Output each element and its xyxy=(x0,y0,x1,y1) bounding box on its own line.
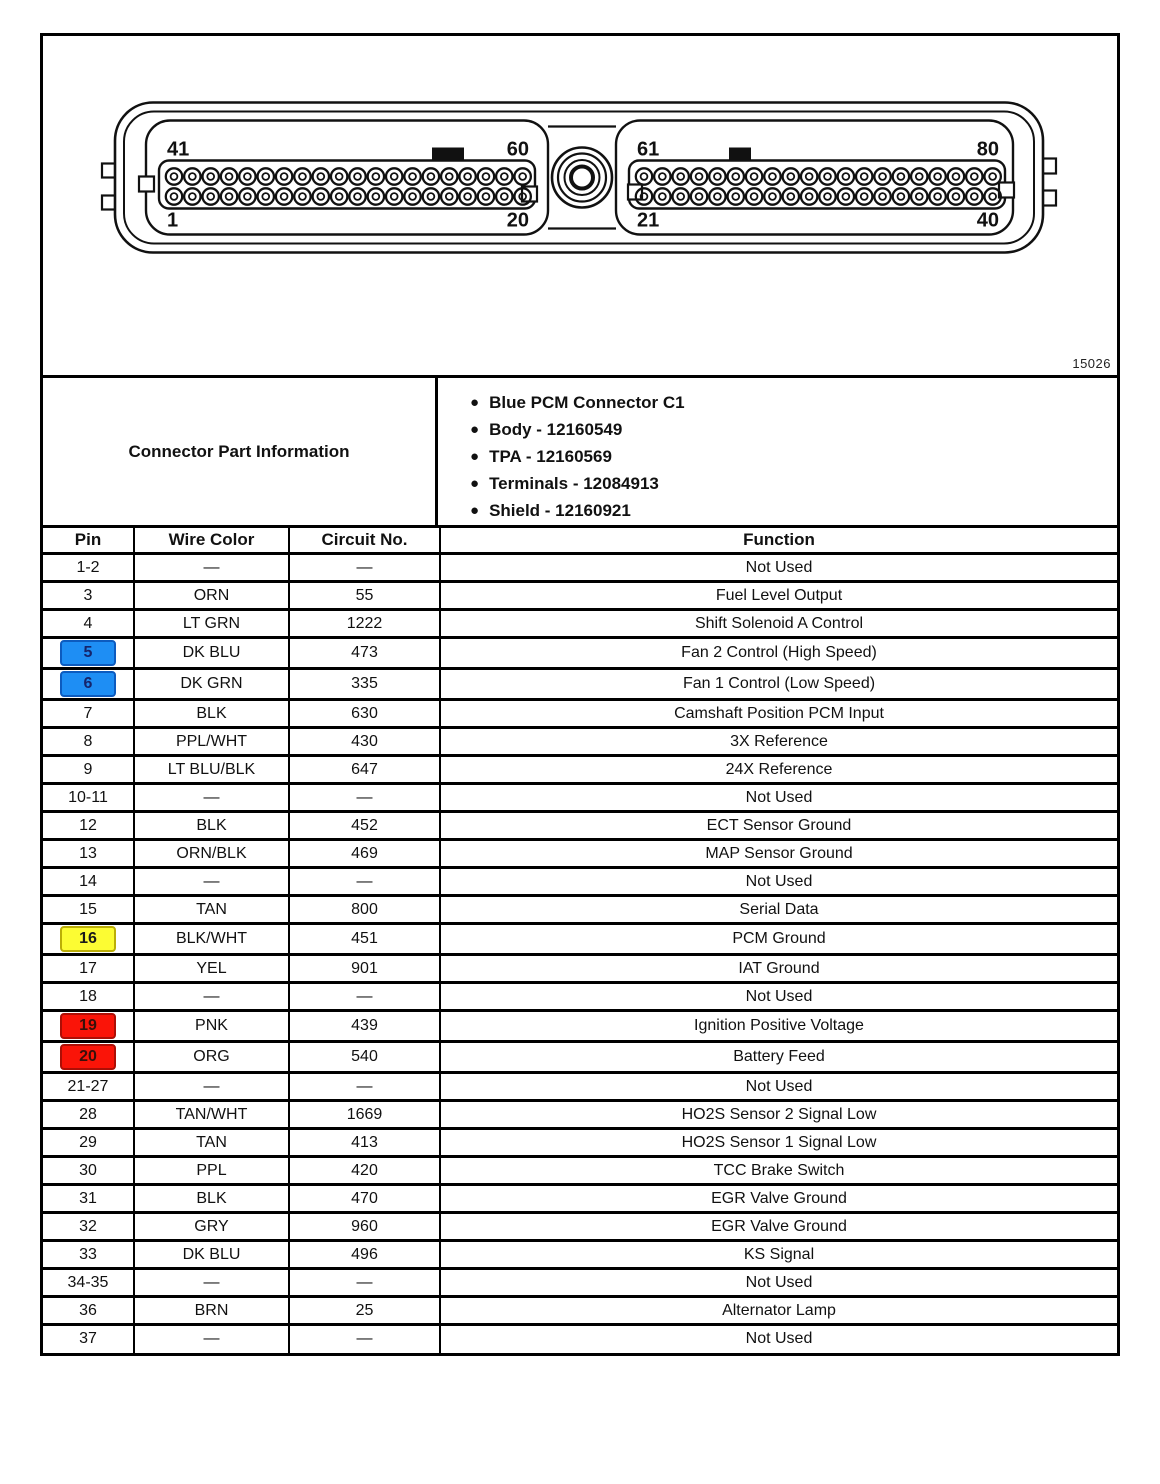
circuit-no-cell: — xyxy=(289,868,440,896)
function-cell: Not Used xyxy=(440,784,1117,812)
pin-cell xyxy=(43,756,134,784)
pin-cell xyxy=(43,983,134,1011)
pin-label-80: 80 xyxy=(976,138,999,161)
circuit-no-cell: — xyxy=(289,1325,440,1353)
table-row xyxy=(43,1213,1117,1241)
part-info-item xyxy=(470,389,1117,416)
part-info-text: Blue PCM Connector C1 xyxy=(489,392,685,412)
table-row xyxy=(43,868,1117,896)
table-row xyxy=(43,1185,1117,1213)
pin-number: 33 xyxy=(79,1245,97,1263)
circuit-no-cell: 496 xyxy=(289,1241,440,1269)
table-row xyxy=(43,756,1117,784)
pin-cell xyxy=(43,868,134,896)
pin-cell xyxy=(43,638,134,669)
pin-number: 7 xyxy=(83,704,93,722)
pin-number: 31 xyxy=(79,1189,97,1207)
pinout-table xyxy=(43,525,1117,1353)
wire-color-cell: BLK xyxy=(134,700,289,728)
table-row xyxy=(43,896,1117,924)
header-pin: Pin xyxy=(43,527,134,554)
pin-number: 36 xyxy=(79,1301,97,1319)
wire-color-cell: BLK xyxy=(134,812,289,840)
wire-color-cell: PPL/WHT xyxy=(134,728,289,756)
function-cell: PCM Ground xyxy=(440,924,1117,955)
pin-number: 21-27 xyxy=(67,1077,109,1095)
function-cell: Fan 2 Control (High Speed) xyxy=(440,638,1117,669)
pin-cell xyxy=(43,1325,134,1353)
function-cell: HO2S Sensor 1 Signal Low xyxy=(440,1129,1117,1157)
pin-number: 3 xyxy=(83,586,93,604)
pin-cell xyxy=(43,924,134,955)
pin-cell xyxy=(43,1042,134,1073)
bolt-hole xyxy=(552,148,612,208)
pin-label-1: 1 xyxy=(167,209,179,232)
circuit-no-cell: 413 xyxy=(289,1129,440,1157)
wire-color-cell: — xyxy=(134,1269,289,1297)
circuit-no-cell: 470 xyxy=(289,1185,440,1213)
wire-color-cell: ORN xyxy=(134,582,289,610)
pin-number: 8 xyxy=(83,732,93,750)
pin-number: 18 xyxy=(79,987,97,1005)
pin-cell xyxy=(43,610,134,638)
part-info-list xyxy=(438,378,1117,525)
pin-cell xyxy=(43,1101,134,1129)
pin-number: 6 xyxy=(60,671,116,697)
pin-number: 20 xyxy=(60,1044,116,1070)
wire-color-cell: LT BLU/BLK xyxy=(134,756,289,784)
pin-label-41: 41 xyxy=(167,138,190,161)
pin-label-60: 60 xyxy=(506,138,529,161)
pin-cell xyxy=(43,1213,134,1241)
figure-number: 15026 xyxy=(1072,356,1111,371)
header-wire-color: Wire Color xyxy=(134,527,289,554)
right-key-tab xyxy=(729,148,751,161)
wire-color-cell: — xyxy=(134,784,289,812)
function-cell: 3X Reference xyxy=(440,728,1117,756)
left-key-tab xyxy=(432,148,464,161)
table-row xyxy=(43,1042,1117,1073)
pin-number: 32 xyxy=(79,1217,97,1235)
function-cell: TCC Brake Switch xyxy=(440,1157,1117,1185)
circuit-no-cell: 901 xyxy=(289,955,440,983)
function-cell: Serial Data xyxy=(440,896,1117,924)
pin-cell xyxy=(43,1185,134,1213)
function-cell: Camshaft Position PCM Input xyxy=(440,700,1117,728)
pin-number: 17 xyxy=(79,959,97,977)
connector-figure xyxy=(43,36,1117,375)
pin-number: 28 xyxy=(79,1105,97,1123)
wire-color-cell: YEL xyxy=(134,955,289,983)
table-row xyxy=(43,1101,1117,1129)
pin-label-21: 21 xyxy=(637,209,660,232)
circuit-no-cell: 25 xyxy=(289,1297,440,1325)
bullet-icon: ● xyxy=(470,475,480,492)
circuit-no-cell: — xyxy=(289,554,440,582)
function-cell: IAT Ground xyxy=(440,955,1117,983)
pin-number: 30 xyxy=(79,1161,97,1179)
pcm-connector-diagram xyxy=(43,36,1117,375)
function-cell: Fan 1 Control (Low Speed) xyxy=(440,669,1117,700)
pin-number: 14 xyxy=(79,872,97,890)
part-info-item xyxy=(470,470,1117,497)
table-row xyxy=(43,582,1117,610)
pin-label-40: 40 xyxy=(976,209,999,232)
pin-cell xyxy=(43,728,134,756)
part-info-text: Shield - 12160921 xyxy=(489,500,631,520)
wire-color-cell: DK BLU xyxy=(134,638,289,669)
part-info-label: Connector Part Information xyxy=(43,378,438,525)
wire-color-cell: PPL xyxy=(134,1157,289,1185)
circuit-no-cell: 335 xyxy=(289,669,440,700)
table-row xyxy=(43,924,1117,955)
connector-part-info-section xyxy=(43,375,1117,525)
circuit-no-cell: 1669 xyxy=(289,1101,440,1129)
pin-number: 9 xyxy=(83,760,93,778)
pin-number: 12 xyxy=(79,816,97,834)
table-row xyxy=(43,1241,1117,1269)
pin-cell xyxy=(43,896,134,924)
circuit-no-cell: 647 xyxy=(289,756,440,784)
wire-color-cell: TAN xyxy=(134,896,289,924)
manual-page-frame xyxy=(40,33,1120,1356)
wire-color-cell: TAN xyxy=(134,1129,289,1157)
table-row xyxy=(43,728,1117,756)
pin-label-61: 61 xyxy=(637,138,660,161)
circuit-no-cell: 451 xyxy=(289,924,440,955)
table-row xyxy=(43,669,1117,700)
pin-cell xyxy=(43,812,134,840)
function-cell: HO2S Sensor 2 Signal Low xyxy=(440,1101,1117,1129)
table-row xyxy=(43,812,1117,840)
wire-color-cell: PNK xyxy=(134,1011,289,1042)
function-cell: EGR Valve Ground xyxy=(440,1185,1117,1213)
header-function: Function xyxy=(440,527,1117,554)
pin-number: 5 xyxy=(60,640,116,666)
function-cell: EGR Valve Ground xyxy=(440,1213,1117,1241)
wire-color-cell: BRN xyxy=(134,1297,289,1325)
circuit-no-cell: 420 xyxy=(289,1157,440,1185)
pin-cell xyxy=(43,840,134,868)
pin-cell xyxy=(43,955,134,983)
part-info-text: TPA - 12160569 xyxy=(489,446,612,466)
function-cell: Not Used xyxy=(440,1073,1117,1101)
circuit-no-cell: 800 xyxy=(289,896,440,924)
wire-color-cell: TAN/WHT xyxy=(134,1101,289,1129)
pin-cell xyxy=(43,1297,134,1325)
function-cell: 24X Reference xyxy=(440,756,1117,784)
circuit-no-cell: — xyxy=(289,1269,440,1297)
wire-color-cell: DK BLU xyxy=(134,1241,289,1269)
pin-cell xyxy=(43,554,134,582)
function-cell: Alternator Lamp xyxy=(440,1297,1117,1325)
bullet-icon: ● xyxy=(470,502,480,519)
circuit-no-cell: 452 xyxy=(289,812,440,840)
table-row xyxy=(43,1269,1117,1297)
wire-color-cell: — xyxy=(134,1073,289,1101)
pin-cell xyxy=(43,1129,134,1157)
pin-number: 4 xyxy=(83,614,93,632)
table-row xyxy=(43,955,1117,983)
function-cell: Not Used xyxy=(440,1269,1117,1297)
circuit-no-cell: 55 xyxy=(289,582,440,610)
table-row xyxy=(43,784,1117,812)
wire-color-cell: ORG xyxy=(134,1042,289,1073)
table-row xyxy=(43,700,1117,728)
pin-number: 16 xyxy=(60,926,116,952)
table-row xyxy=(43,983,1117,1011)
wire-color-cell: — xyxy=(134,554,289,582)
pin-number: 19 xyxy=(60,1013,116,1039)
wire-color-cell: GRY xyxy=(134,1213,289,1241)
circuit-no-cell: 540 xyxy=(289,1042,440,1073)
circuit-no-cell: 430 xyxy=(289,728,440,756)
table-row xyxy=(43,840,1117,868)
pin-cell xyxy=(43,1073,134,1101)
table-row xyxy=(43,1073,1117,1101)
pin-number: 13 xyxy=(79,844,97,862)
function-cell: Fuel Level Output xyxy=(440,582,1117,610)
function-cell: Ignition Positive Voltage xyxy=(440,1011,1117,1042)
circuit-no-cell: — xyxy=(289,983,440,1011)
function-cell: KS Signal xyxy=(440,1241,1117,1269)
bullet-icon: ● xyxy=(470,448,480,465)
pin-label-20: 20 xyxy=(506,209,529,232)
function-cell: Shift Solenoid A Control xyxy=(440,610,1117,638)
circuit-no-cell: — xyxy=(289,784,440,812)
pin-cell xyxy=(43,784,134,812)
circuit-no-cell: 469 xyxy=(289,840,440,868)
part-info-item xyxy=(470,443,1117,470)
circuit-no-cell: 439 xyxy=(289,1011,440,1042)
circuit-no-cell: — xyxy=(289,1073,440,1101)
wire-color-cell: LT GRN xyxy=(134,610,289,638)
pin-cell xyxy=(43,1157,134,1185)
table-row xyxy=(43,1011,1117,1042)
table-row xyxy=(43,1129,1117,1157)
pin-cell xyxy=(43,1269,134,1297)
wire-color-cell: — xyxy=(134,1325,289,1353)
table-header-row xyxy=(43,527,1117,554)
part-info-item xyxy=(470,497,1117,524)
wire-color-cell: DK GRN xyxy=(134,669,289,700)
circuit-no-cell: 960 xyxy=(289,1213,440,1241)
pin-number: 29 xyxy=(79,1133,97,1151)
wire-color-cell: — xyxy=(134,983,289,1011)
function-cell: Not Used xyxy=(440,554,1117,582)
table-row xyxy=(43,1157,1117,1185)
pin-cell xyxy=(43,1011,134,1042)
pin-number: 10-11 xyxy=(68,788,108,806)
table-row xyxy=(43,610,1117,638)
pin-cell xyxy=(43,582,134,610)
wire-color-cell: ORN/BLK xyxy=(134,840,289,868)
function-cell: Not Used xyxy=(440,983,1117,1011)
pin-number: 37 xyxy=(79,1330,97,1348)
table-row xyxy=(43,638,1117,669)
left-notch xyxy=(139,177,154,192)
pin-cell xyxy=(43,700,134,728)
bullet-icon: ● xyxy=(470,421,480,438)
pin-number: 34-35 xyxy=(67,1273,109,1291)
pin-cell xyxy=(43,1241,134,1269)
function-cell: Not Used xyxy=(440,1325,1117,1353)
circuit-no-cell: 1222 xyxy=(289,610,440,638)
pin-number: 15 xyxy=(79,900,97,918)
part-info-text: Body - 12160549 xyxy=(489,419,623,439)
part-info-item xyxy=(470,416,1117,443)
circuit-no-cell: 473 xyxy=(289,638,440,669)
function-cell: MAP Sensor Ground xyxy=(440,840,1117,868)
wire-color-cell: — xyxy=(134,868,289,896)
circuit-no-cell: 630 xyxy=(289,700,440,728)
part-info-text: Terminals - 12084913 xyxy=(489,473,659,493)
wire-color-cell: BLK/WHT xyxy=(134,924,289,955)
wire-color-cell: BLK xyxy=(134,1185,289,1213)
function-cell: Not Used xyxy=(440,868,1117,896)
table-row xyxy=(43,1325,1117,1353)
function-cell: Battery Feed xyxy=(440,1042,1117,1073)
bullet-icon: ● xyxy=(470,394,480,411)
table-row xyxy=(43,554,1117,582)
pin-number: 1-2 xyxy=(76,558,100,576)
header-circuit-no: Circuit No. xyxy=(289,527,440,554)
function-cell: ECT Sensor Ground xyxy=(440,812,1117,840)
table-row xyxy=(43,1297,1117,1325)
pin-cell xyxy=(43,669,134,700)
